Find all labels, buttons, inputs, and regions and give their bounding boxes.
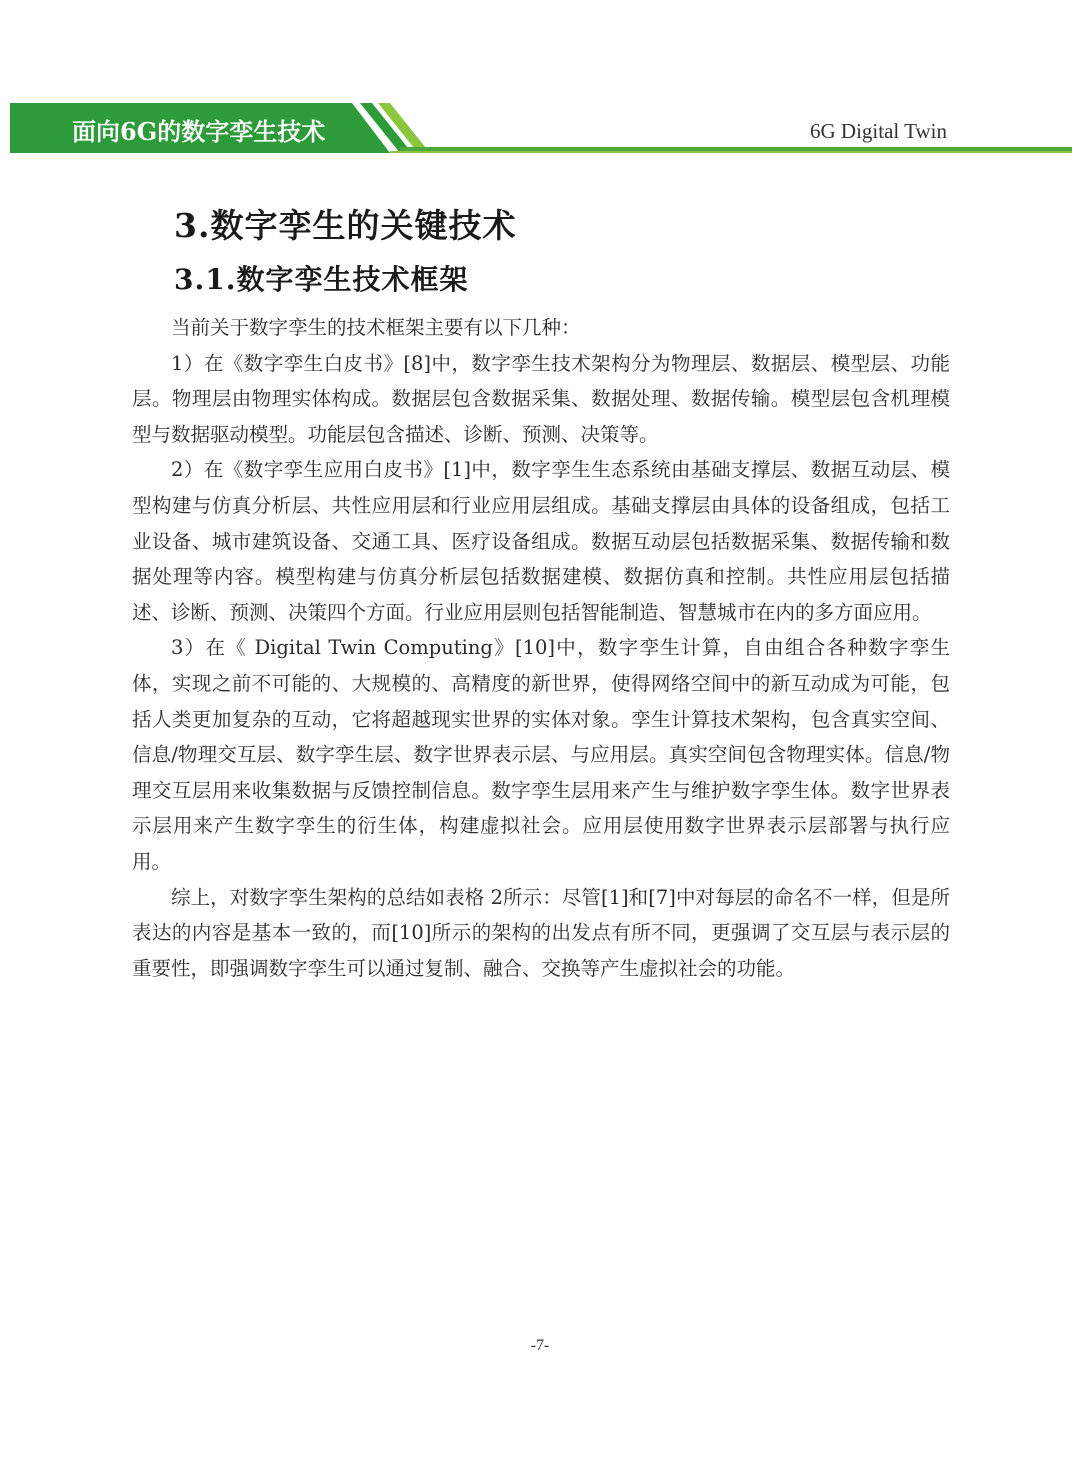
paragraph-1: 1）在《数字孪生白皮书》[8]中，数字孪生技术架构分为物理层、数据层、模型层、功能层。物理层由物理实体构成。数据层包含数据采集、数据处理、数据传输。模型层包含机理模型与数据驱动模型。功能层包含描述、诊断、预测、决策等。 (132, 351, 950, 446)
header-subtitle: 6G Digital Twin (810, 119, 947, 143)
header-title: 面向6G的数字孪生技术 (72, 117, 326, 146)
paragraph-3: 3）在《 Digital Twin Computing》[10]中，数字孪生计算，自由组合各种数字孪生体，实现之前不可能的、大规模的、高精度的新世界，使得网络空间中的新互动成为可能，包括人类更加复杂的互动，它将超越现实世界的实体对象。孪生计算技术架构，包含真实空间、信息/物理交互层、数字孪生层、数字世界表示层、与应用层。真实空间包含物理实体。信息/物理交互层用来收集数据与反馈控制信息。数字孪生层用来产生与维护数字孪生体。数字世界表示层用来产生数字孪生的衍生体，构建虚拟社会。应用层使用数字世界表示层部署与执行应用。 (132, 636, 950, 873)
body-text (132, 310, 950, 986)
paragraph-2: 2）在《数字孪生应用白皮书》[1]中，数字孪生生态系统由基础支撑层、数据互动层、模型构建与仿真分析层、共性应用层和行业应用层组成。基础支撑层由具体的设备组成，包括工业设备、城市建筑设备、交通工具、医疗设备组成。数据互动层包括数据采集、数据传输和数据处理等内容。模型构建与仿真分析层包括数据建模、数据仿真和控制。共性应用层包括描述、诊断、预测、决策四个方面。行业应用层则包括智能制造、智慧城市在内的多方面应用。 (132, 458, 950, 624)
section-heading: 3.数字孪生的关键技术 (174, 206, 517, 245)
header-banner (10, 103, 1072, 153)
paragraph-summary: 综上，对数字孪生架构的总结如表格 2所示：尽管[1]和[7]中对每层的命名不一样，但是所表达的内容是基本一致的，而[10]所示的架构的出发点有所不同，更强调了交互层与表示层的重要性，即强调数字孪生可以通过复制、融合、交换等产生虚拟社会的功能。 (132, 885, 950, 980)
page-number: -7- (530, 1337, 550, 1354)
paragraph-intro: 当前关于数字孪生的技术框架主要有以下几种： (171, 316, 581, 339)
section-subheading: 3.1.数字孪生技术框架 (174, 263, 469, 296)
